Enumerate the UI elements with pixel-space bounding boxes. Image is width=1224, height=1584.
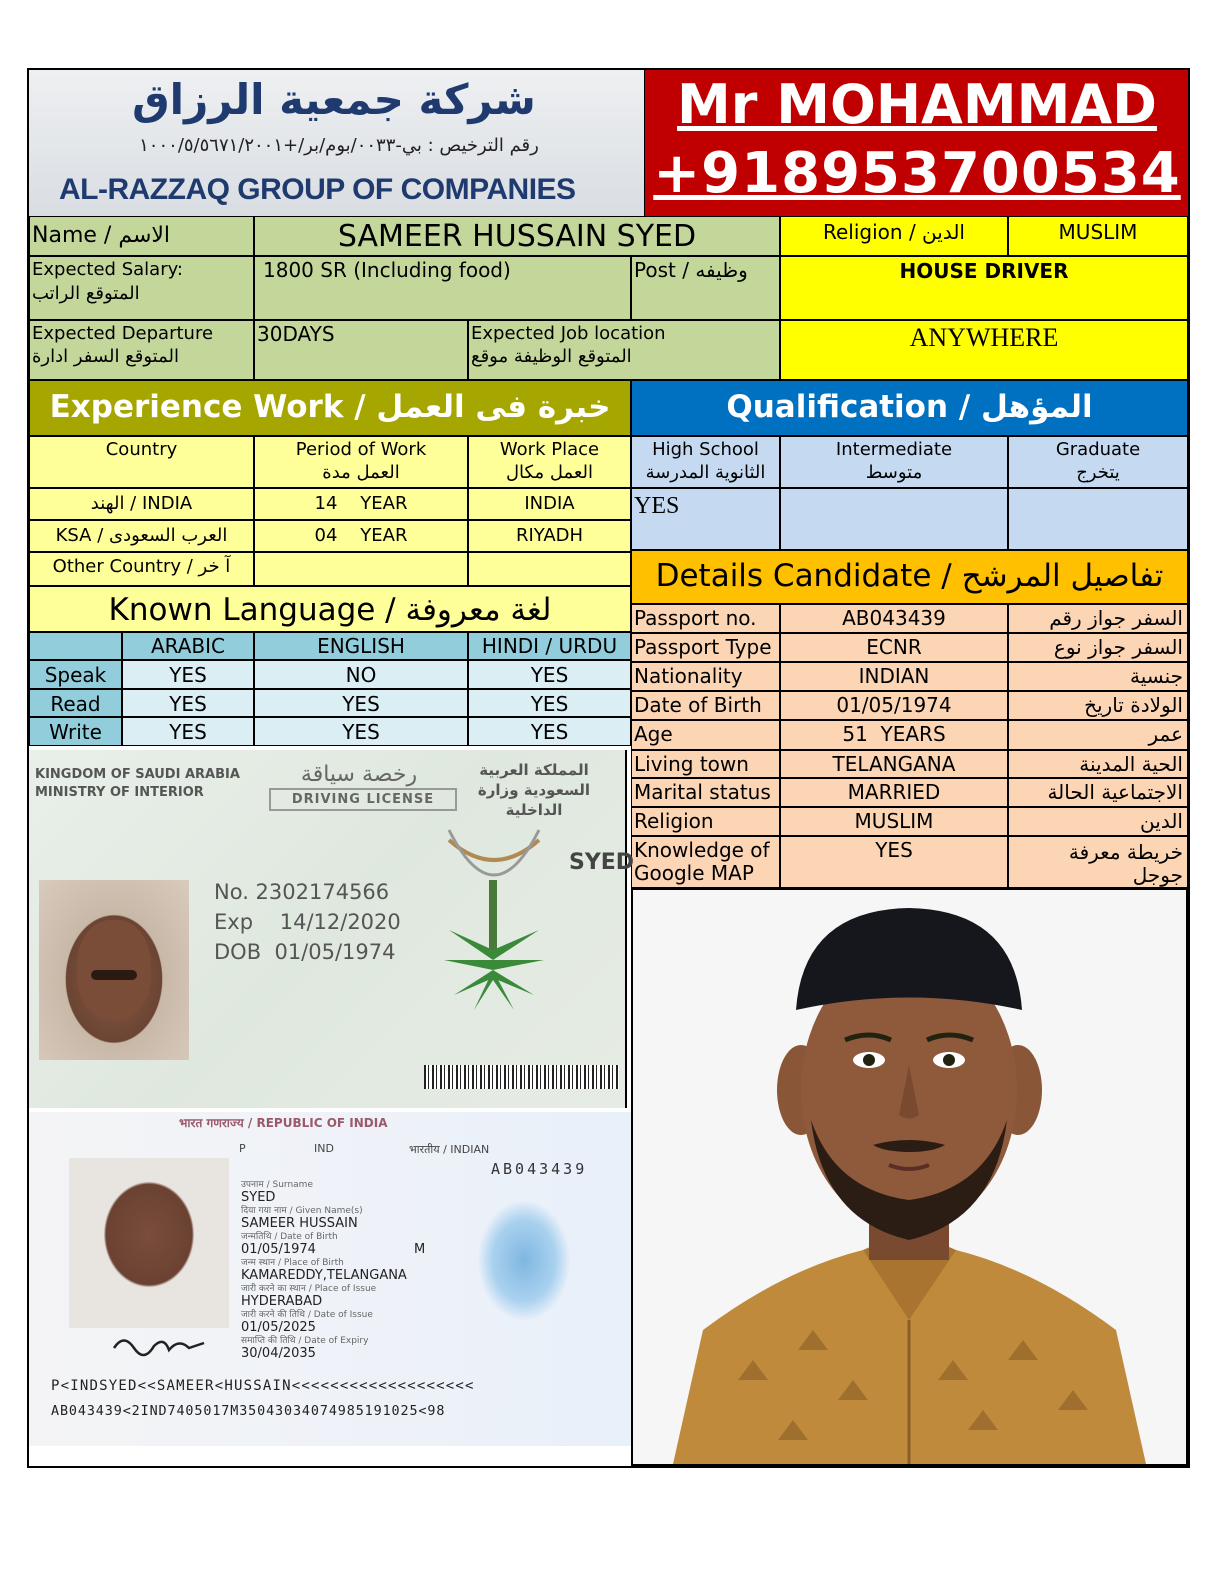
passport-poi-label: जारी करने का स्थान / Place of Issue (241, 1284, 377, 1294)
logo-english: AL-RAZZAQ GROUP OF COMPANIES (59, 173, 576, 206)
lang-write-english: YES (254, 717, 468, 746)
detail-arabic: الدين (1008, 807, 1188, 836)
detail-label: Living town (631, 750, 780, 778)
detail-value: TELANGANA (780, 750, 1008, 778)
name-value: SAMEER HUSSAIN SYED (254, 216, 780, 256)
qualification-title: Qualification / المؤهل (631, 380, 1188, 436)
passport-photo (69, 1158, 229, 1328)
passport-mrz-line2: AB043439<2IND7405017M3504303407498519​1025<98 (51, 1404, 446, 1419)
exp-row-2-period: 04 YEAR (254, 520, 468, 552)
candidate-photo (631, 888, 1188, 1466)
passport-code: IND (314, 1142, 334, 1155)
salary-label-en: Expected Salary: (32, 259, 183, 280)
driving-license-image (29, 750, 635, 1108)
exp-header-period: Period of Work العمل مدة (254, 436, 468, 488)
passport-given: SAMEER HUSSAIN (241, 1216, 358, 1231)
lang-read-arabic: YES (122, 689, 254, 717)
detail-label: Marital status (631, 778, 780, 807)
logo-arabic: شركة جمعية الرزاق (132, 75, 536, 124)
license-header-en: KINGDOM OF SAUDI ARABIA MINISTRY OF INTERIOR (35, 767, 240, 800)
passport-doi: 01/05/2025 (241, 1320, 316, 1335)
license-name-fragment: SYED (569, 850, 635, 875)
passport-doe: 30/04/2035 (241, 1346, 316, 1361)
detail-arabic: السفر جواز نوع (1008, 633, 1188, 662)
detail-value: YES (780, 836, 1008, 888)
detail-arabic: الحية المدينة (1008, 750, 1188, 778)
detail-arabic: السفر جواز رقم (1008, 604, 1188, 633)
exp-row-3-place (468, 552, 631, 586)
departure-label (29, 320, 254, 380)
qual-header-highschool: High School الثانوية المدرسة (631, 436, 780, 488)
detail-label: Nationality (631, 662, 780, 691)
passport-header: भारत गणराज्य / REPUBLIC OF INDIA (179, 1116, 388, 1130)
lang-speak-arabic: YES (122, 660, 254, 689)
qual-header-graduate: Graduate يتخرج (1008, 436, 1188, 488)
passport-type: P (239, 1142, 246, 1155)
license-title-ar: رخصة سياقة (300, 762, 418, 787)
detail-label: Passport Type (631, 633, 780, 662)
license-barcode (424, 1065, 619, 1089)
location-value: ANYWHERE (780, 320, 1188, 380)
post-label: Post / وظيفه (631, 256, 780, 320)
lang-write-arabic: YES (122, 717, 254, 746)
salary-label (29, 256, 254, 320)
lang-speak-english: NO (254, 660, 468, 689)
passport-poi: HYDERABAD (241, 1294, 323, 1309)
passport-number: AB043439 (491, 1160, 588, 1178)
passport-given-label: दिया गया नाम / Given Name(s) (241, 1206, 363, 1216)
passport-dob: 01/05/1974 (241, 1242, 316, 1257)
passport-surname-label: उपनाम / Surname (241, 1180, 313, 1190)
details-title: Details Candidate / تفاصيل المرشح (631, 550, 1188, 604)
departure-label-ar: المتوقع السفر ادارة (32, 346, 179, 367)
qual-header-intermediate: Intermediate متوسط (780, 436, 1008, 488)
passport-pob: KAMAREDDY,TELANGANA (241, 1268, 407, 1283)
passport-ghost-photo (469, 1202, 579, 1332)
detail-value: MARRIED (780, 778, 1008, 807)
post-value: HOUSE DRIVER (780, 256, 1188, 320)
salary-label-ar: المتوقع الراتب (32, 283, 140, 304)
lang-speak-hindi: YES (468, 660, 631, 689)
lang-corner (29, 632, 122, 660)
lang-col-arabic: ARABIC (122, 632, 254, 660)
lang-row-speak-label: Speak (29, 660, 122, 689)
signature-icon (109, 1328, 209, 1358)
detail-label: Age (631, 720, 780, 750)
lang-write-hindi: YES (468, 717, 631, 746)
experience-title: Experience Work / خبرة فى العمل (29, 380, 631, 436)
detail-value: MUSLIM (780, 807, 1008, 836)
company-logo (29, 70, 644, 216)
passport-mrz-line1: P<INDSYED<<SAMEER<HUSSAIN<<<<<<<<<<<<<<<<<<< (51, 1378, 475, 1394)
detail-label: Knowledge of Google MAP (631, 836, 780, 888)
detail-value: AB043439 (780, 604, 1008, 633)
passport-doi-label: जारी करने की तिथि / Date of Issue (241, 1310, 373, 1320)
detail-value: INDIAN (780, 662, 1008, 691)
passport-doe-label: समाप्ति की तिथि / Date of Expiry (241, 1336, 369, 1346)
location-label (468, 320, 780, 380)
lang-col-english: ENGLISH (254, 632, 468, 660)
salary-value: 1800 SR (Including food) (254, 256, 631, 320)
license-photo (39, 880, 189, 1060)
qual-value-highschool: YES (631, 488, 780, 550)
saudi-emblem-icon (429, 820, 559, 1020)
passport-sex: M (414, 1242, 426, 1257)
departure-label-en: Expected Departure (32, 323, 214, 344)
detail-arabic: الولادة تاريخ (1008, 691, 1188, 720)
detail-label: Date of Birth (631, 691, 780, 720)
detail-arabic: الاجتماعية الحالة (1008, 778, 1188, 807)
detail-value: 01/05/1974 (780, 691, 1008, 720)
lang-col-hindi: HINDI / URDU (468, 632, 631, 660)
license-number: No. 2302174566 (214, 880, 390, 904)
agent-name: Mr MOHAMMAD (677, 73, 1157, 136)
qual-value-intermediate (780, 488, 1008, 550)
exp-row-1-period: 14 YEAR (254, 488, 468, 520)
passport-surname: SYED (241, 1190, 276, 1205)
details-table (631, 604, 1188, 888)
license-number: رقم الترخيص : بي-٠٠٣٣/بوم/بر/+١٠٠٠/٥/٥٦٧١/٢٠٠١ (139, 135, 539, 156)
lang-read-english: YES (254, 689, 468, 717)
passport-pob-label: जन्म स्थान / Place of Birth (241, 1258, 344, 1268)
agent-contact-box (644, 70, 1188, 216)
license-title: DRIVING LICENSE (269, 788, 457, 811)
departure-value: 30DAYS (254, 320, 468, 380)
detail-arabic: جنسية (1008, 662, 1188, 691)
qual-value-graduate (1008, 488, 1188, 550)
detail-label: Passport no. (631, 604, 780, 633)
exp-row-1-place: INDIA (468, 488, 631, 520)
detail-value: ECNR (780, 633, 1008, 662)
detail-label: Religion (631, 807, 780, 836)
exp-header-workplace: Work Place العمل مكال (468, 436, 631, 488)
passport-image (29, 1112, 631, 1446)
religion-value: MUSLIM (1008, 216, 1188, 256)
exp-row-2-country: KSA / العرب السعودى (29, 520, 254, 552)
agent-phone[interactable]: +918953700534 (653, 141, 1181, 206)
language-title: Known Language / لغة معروفة (29, 586, 631, 632)
detail-arabic: خريطة معرفة جوجل (1008, 836, 1188, 888)
detail-value: 51 YEARS (780, 720, 1008, 750)
exp-row-1-country: الهند / INDIA (29, 488, 254, 520)
exp-row-3-period (254, 552, 468, 586)
lang-row-write-label: Write (29, 717, 122, 746)
license-dob: DOB 01/05/1974 (214, 940, 396, 964)
exp-header-country: Country (29, 436, 254, 488)
religion-label: Religion / الدين (780, 216, 1008, 256)
location-label-ar: المتوقع الوظيفة موقع (471, 346, 632, 367)
passport-nationality: भारतीय / INDIAN (409, 1143, 490, 1156)
passport-dob-label: जन्मतिथि / Date of Birth (241, 1232, 338, 1242)
detail-arabic: عمر (1008, 720, 1188, 750)
lang-read-hindi: YES (468, 689, 631, 717)
name-label: Name / الاسم (29, 216, 254, 256)
license-expiry: Exp 14/12/2020 (214, 910, 401, 934)
location-label-en: Expected Job location (471, 323, 666, 344)
exp-row-2-place: RIYADH (468, 520, 631, 552)
lang-row-read-label: Read (29, 689, 122, 717)
candidate-portrait (633, 890, 1186, 1464)
license-header-ar: المملكة العربية السعودية وزارة الداخلية (477, 761, 591, 819)
exp-row-3-country: Other Country / آ خر (29, 552, 254, 586)
